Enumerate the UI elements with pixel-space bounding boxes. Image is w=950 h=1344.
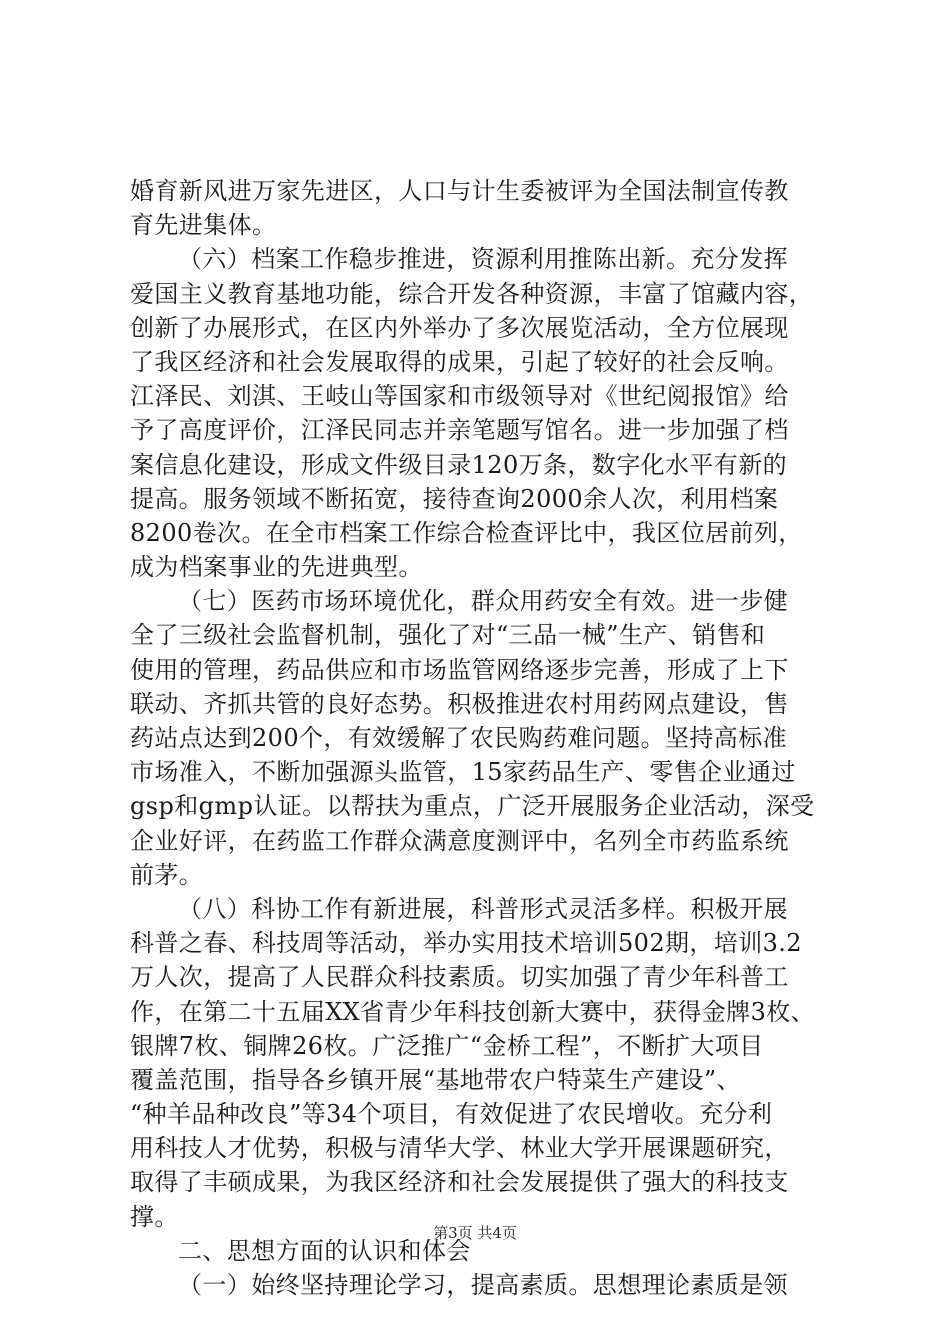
- text-line: 成为档案事业的先进典型。: [130, 553, 423, 582]
- section-heading-line: （七）医药市场环境优化，群众用药安全有效。进一步健: [178, 587, 788, 616]
- section-heading-line: （八）科协工作有新进展，科普形式灵活多样。积极开展: [178, 894, 788, 923]
- text-line: “种羊品种改良”等34个项目，有效促进了农民增收。充分利: [130, 1100, 773, 1129]
- text-line: 撑。: [130, 1202, 179, 1231]
- text-line: 创新了办展形式，在区内外举办了多次展览活动，全方位展现: [130, 313, 789, 342]
- text-line: 8200卷次。在全市档案工作综合检查评比中，我区位居前列，: [130, 518, 803, 547]
- text-line: 科普之春、科技周等活动，举办实用技术培训502期，培训3.2: [130, 929, 802, 958]
- body-text: [130, 174, 835, 1302]
- text-line: 江泽民、刘淇、王岐山等国家和市级领导对《世纪阅报馆》给: [130, 382, 789, 411]
- text-line: 使用的管理，药品供应和市场监管网络逐步完善，形成了上下: [130, 655, 789, 684]
- text-line: 爱国主义教育基地功能，综合开发各种资源，丰富了馆藏内容，: [130, 279, 814, 308]
- text-line: 市场准入，不断加强源头监管，15家药品生产、零售企业通过: [130, 758, 796, 787]
- page-footer: 第3页 共4页: [433, 1224, 517, 1242]
- section-heading-line: （六）档案工作稳步推进，资源利用推陈出新。充分发挥: [178, 245, 788, 274]
- section-heading-line: （一）始终坚持理论学习，提高素质。思想理论素质是领: [178, 1271, 788, 1299]
- text-line: gsp和gmp认证。以帮扶为重点，广泛开展服务企业活动，深受: [130, 792, 815, 821]
- text-line: 婚育新风进万家先进区，人口与计生委被评为全国法制宣传教: [130, 177, 789, 205]
- text-line: 案信息化建设，形成文件级目录120万条，数字化水平有新的: [130, 450, 788, 479]
- text-line: 全了三级社会监督机制，强化了对“三品一械”生产、销售和: [130, 621, 766, 650]
- text-line: 前茅。: [130, 860, 204, 889]
- chapter-heading-line: 二、思想方面的认识和体会: [178, 1236, 471, 1265]
- text-line: 作，在第二十五届XX省青少年科技创新大赛中，获得金牌3枚、: [130, 997, 816, 1026]
- text-line: 予了高度评价，江泽民同志并亲笔题写馆名。进一步加强了档: [130, 416, 789, 445]
- text-line: 用科技人才优势，积极与清华大学、林业大学开展课题研究，: [130, 1134, 789, 1163]
- text-line: 企业好评，在药监工作群众满意度测评中，名列全市药监系统: [130, 826, 789, 855]
- text-line: 万人次，提高了人民群众科技素质。切实加强了青少年科普工: [130, 963, 789, 992]
- text-line: 取得了丰硕成果，为我区经济和社会发展提供了强大的科技支: [130, 1168, 789, 1197]
- text-line: 提高。服务领域不断拓宽，接待查询2000余人次，利用档案: [130, 484, 779, 513]
- text-line: 育先进集体。: [130, 211, 277, 240]
- text-line: 覆盖范围，指导各乡镇开展“基地带农户特菜生产建设”、: [130, 1065, 741, 1094]
- text-line: 银牌7枚、铜牌26枚。广泛推广“金桥工程”，不断扩大项目: [130, 1031, 764, 1060]
- text-line: 了我区经济和社会发展取得的成果，引起了较好的社会反响。: [130, 347, 789, 376]
- text-line: 药站点达到200个，有效缓解了农民购药难问题。坚持高标准: [130, 724, 788, 752]
- text-line: 联动、齐抓共管的良好态势。积极推进农村用药网点建设，售: [130, 689, 789, 718]
